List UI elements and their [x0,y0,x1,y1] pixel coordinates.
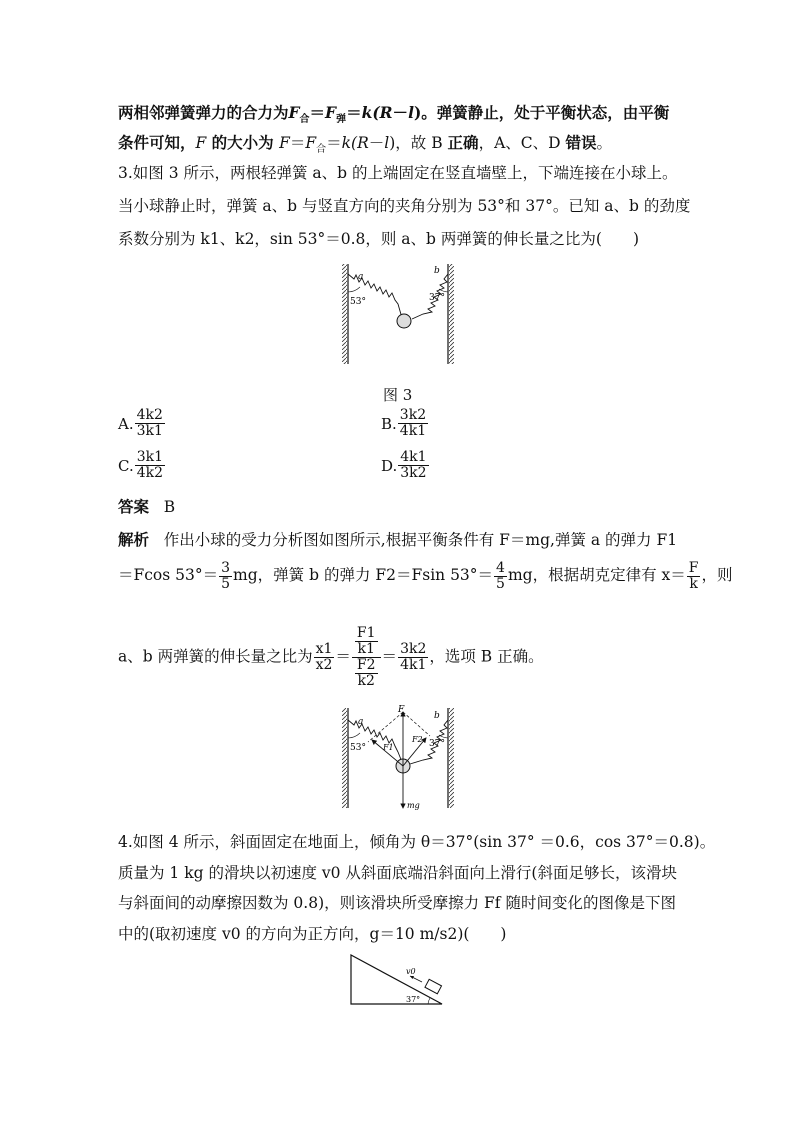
text: － [392,103,409,122]
spring-a [348,720,402,762]
text: 的大小为 [206,133,280,152]
label-F2: F2 [412,735,423,744]
q3-line-2: 当小球静止时，弹簧 a、b 与竖直方向的夹角分别为 53°和 37°。已知 a、b 的劲度 [118,197,691,215]
text: ＝ [326,134,342,152]
fraction: $\frac{3k1}{4k2}$ [136,449,164,481]
angle-arc-a [348,287,360,292]
text: － [368,134,385,152]
fraction: $\frac{x1}{x2}$ [315,641,333,673]
angle-label-37: 37° [429,293,445,303]
answer-line [118,497,175,517]
text: 两相邻弹簧弹力的合力为 [118,103,289,122]
label-F1: F1 [383,743,394,752]
angle-arc [428,998,430,1004]
incline-figure [348,952,446,1008]
text-line [118,133,612,160]
label-v0: v0 [406,967,416,976]
fraction: $\frac{3k2}{4k1}$ [400,641,427,673]
text: ＝Fcos 53°＝ [118,566,219,584]
parallelogram-edge [368,712,403,742]
option-d[interactable] [381,450,430,481]
left-wall-hatch [342,708,347,808]
text: F [325,103,337,122]
text: ，选项 B 正确。 [429,647,544,666]
slider-block [425,979,442,994]
label-b: b [434,266,440,276]
analysis-label: 解析 [118,530,150,549]
answer-value: B [163,498,176,516]
right-wall-hatch [449,708,454,808]
text: 。弹簧静止，处于平衡状态，由平衡 [421,103,670,122]
fraction: $\frac{3}{5}$ [221,559,231,592]
q4-line-2: 质量为 1 kg 的滑块以初速度 v0 从斜面底端沿斜面向上滑行(斜面足够长，该滑块 [118,864,677,882]
text: ＝ [346,103,362,122]
figure-3 [338,262,458,366]
text: 正确 [447,133,479,152]
label-b: b [434,711,440,721]
spring-a [348,274,402,318]
parallelogram-edge [403,712,430,736]
text: ，A、C、D [478,134,566,152]
option-label: A. [118,414,134,433]
option-b[interactable] [381,408,429,439]
angle-label-53: 53° [350,297,366,307]
fraction: $\frac{4k2}{3k1}$ [136,407,163,439]
text: (R [372,103,393,122]
text: l [384,134,390,152]
text: F [279,134,290,152]
text: ，则 [701,566,733,584]
text: )，故 B [389,134,448,152]
text: 合 [299,114,310,126]
label-mg: mg [407,801,420,810]
fraction: $\frac{4k1}{3k2}$ [400,449,427,481]
text: F [195,134,207,152]
analysis-line-2 [118,556,733,594]
text: mg，根据胡克定律有 x＝ [507,566,686,584]
text: ) [413,103,422,122]
angle-label-37: 37° [406,995,421,1004]
q3-line-1: 3.如图 3 所示，两根轻弹簧 a、b 的上端固定在竖直墙壁上，下端连接在小球上。 [118,164,678,182]
text: 错误 [565,133,597,152]
text: 作出小球的受力分析图如图所示,根据平衡条件有 F＝mg,弹簧 a 的弹力 F1 [163,531,678,549]
incline [351,955,442,1004]
text: ＝ [381,647,398,666]
force-diagram [338,704,458,812]
option-a[interactable] [118,408,166,439]
text: ＝ [309,103,326,122]
answer-label: 答案 [118,497,150,516]
fraction: $\frac{4}{5}$ [496,559,505,592]
angle-arc-a [348,733,360,738]
q4-line-1: 4.如图 4 所示，斜面固定在地面上，倾角为 θ＝37°(sin 37° ＝0.6，cos 37°＝0.8)。 [118,833,716,851]
q4-line-3: 与斜面间的动摩擦因数为 0.8)，则该滑块所受摩擦力 Ff 随时间变化的图像是下图 [118,894,676,912]
text-line [118,103,669,130]
text: 合 [316,144,327,156]
text: (R [351,134,369,152]
label-a: a [358,272,364,282]
fraction: $\frac{F}{k}$ [688,559,699,592]
analysis-line-1 [118,530,677,550]
option-label: B. [381,414,397,433]
compound-fraction: $\frac{\frac{F1}{k1}}{\frac{F2}{k2}}$ [352,626,381,689]
option-label: D. [381,456,398,475]
right-wall-hatch [449,264,454,364]
label-F: F [398,705,405,715]
text: l [408,103,414,122]
text: 。 [596,134,613,152]
figure-caption: 图 3 [383,386,413,404]
option-label: C. [118,456,134,475]
ball [397,314,411,328]
q4-line-4: 中的(取初速度 v0 的方向为正方向，g＝10 m/s2)( ) [118,925,507,943]
angle-label-53: 53° [350,743,366,753]
analysis-line-3 [118,626,544,689]
text: F [288,103,300,122]
text: ＝ [289,134,306,152]
text: 条件可知， [118,133,196,152]
text: a、b 两弹簧的伸长量之比为 [118,647,313,666]
label-a: a [358,717,364,727]
fraction: $\frac{3k2}{4k1}$ [399,407,427,439]
option-c[interactable] [118,450,166,481]
left-wall-hatch [342,264,347,364]
text: 弹 [336,114,347,126]
text: k [341,134,352,152]
text: F [305,134,317,152]
angle-label-37: 37° [429,739,445,749]
text: mg，弹簧 b 的弹力 F2＝Fsin 53°＝ [233,566,494,584]
text: k [361,103,373,122]
text: ＝ [335,647,351,666]
q3-line-3: 系数分别为 k1、k2，sin 53°＝0.8，则 a、b 两弹簧的伸长量之比为( ) [118,230,639,248]
